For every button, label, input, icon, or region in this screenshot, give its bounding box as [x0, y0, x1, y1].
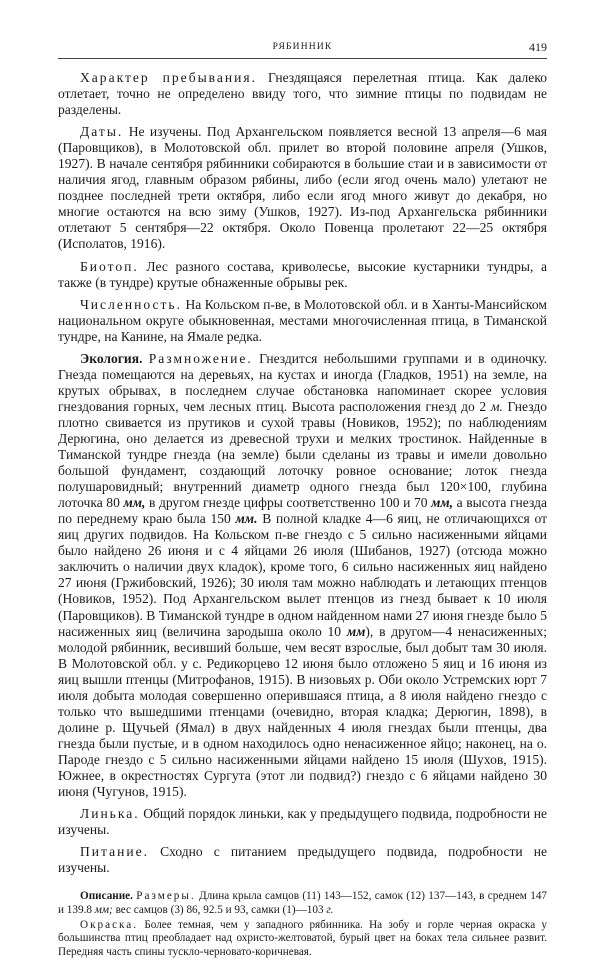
unit: м.	[490, 398, 503, 414]
section-label-description: Описание.	[80, 890, 133, 903]
section-label-moult: Линька.	[80, 806, 140, 822]
paragraph-text: вес самцов (3) 86, 92.5 и 93, самки (1)—103	[115, 903, 324, 916]
paragraph-abundance	[58, 297, 547, 345]
section-label-biotope: Биотоп.	[80, 258, 139, 274]
paragraph-text: Лес разного состава, криволесье, высокие кустарники тундры, а также (в тундре) крутые обнаженные обрывы рек.	[58, 258, 547, 290]
section-label-feeding: Питание.	[80, 844, 150, 860]
section-label-breeding: Размножение.	[148, 350, 253, 366]
paragraph-text: Сходно с питанием предыдущего подвида, подробности не изучены.	[58, 844, 548, 876]
paragraph-text: Гнездящаяся перелетная птица. Как далеко отлетает, точно не определено ввиду того, что зимние птицы по подвидам не разделены.	[58, 70, 547, 118]
paragraph-ecology	[58, 351, 547, 800]
unit: мм,	[431, 495, 454, 511]
paragraph-feeding	[58, 844, 547, 876]
section-label-abundance: Численность.	[80, 296, 182, 312]
paragraph-biotope	[58, 259, 547, 291]
paragraph-text: Не изучены. Под Архангельском появляется весной 13 апреля—6 мая (Паровщиков), в Молотовской обл. прилет во второй половине апреля (Ушков, 1927). В начале сентября рябинники собираются в большие стаи и в зависимости от наличия ягод, главным образом рябины, либо (если ягод очень мало) улетают не позднее последней трети октября, либо если ягод много живут до декабря, но многие остаются на всю зиму (Ушков, 1927). Из-под Архангельска рябинники отлетают 5 сентября—22 октября. Около Повенца пролетают 22—25 октября (Исполатов, 1916).	[58, 124, 547, 252]
unit: г.	[326, 903, 334, 916]
page-number: 419	[529, 40, 547, 54]
paragraph-text: В полной кладке 4—6 яиц, не отличающихся от яиц других подвидов. На Кольском п-ве гнездо с 5 сильно насиженными яйцами было найдено 26 июня и с 4 яйцами 26 июля (Шибанов, 1927) (отсюда можно заключить о наличии двух кладок), кроме того, 6 сильно насиженных яиц найдено 27 июня (Гржибовский, 1926); 30 июля там можно наблюдать и летающих птенцов (Новиков, 1952). Под Архангельском вылет птенцов из гнезд бывает к 10 июля (Паровщиков). В Тиманской тундре в одном найденном нами 27 июня гнезде было 5 насиженных яиц (величина зародыша около 10	[58, 511, 548, 639]
page-header	[58, 36, 547, 59]
section-label-residence: Характер пребывания.	[80, 70, 258, 85]
paragraph-text: ), в другом—4 ненасиженных; молодой рябинник, весивший больше, чем весят взрослые, был добыт там 30 июля. В Молотовской обл. у с. Редикорцево 12 июня было отложено 5 яиц и 16 июня из яиц вышли птенцы (Митрофанов, 1915). В низовьях р. Оби около Устремских юрт 7 июля добыта молодая совершенно оперившаяся птица, а 8 июля найдено гнездо с только что вышедшими птенцами (очевидно, вторая кладка; Дерюгин, 1898), в долине р. Щучьей (Ямал) в двух найденных 4 июля гнездах были птенцы, два гнезда были пустые, и в одном находилось одно ненасиженное яйцо; наконец, на о. Пароде гнездо с 5 сильно насиженными яйцами найдено 15 июля (Шухов, 1915). Южнее, в окрестностях Сургута (этот ли подвид?) гнездо с 6 яйцами найдено 30 июня (Чугунов, 1915).	[58, 623, 547, 800]
paragraph-coloration	[58, 919, 547, 959]
paragraph-measurements	[58, 890, 547, 917]
paragraph-text: в другом гнезде цифры соответственно 100 и 70	[148, 495, 428, 511]
paragraph-dates	[58, 124, 547, 252]
unit: мм;	[94, 903, 113, 916]
running-head: РЯБИННИК	[272, 42, 333, 52]
section-label-measurements: Размеры.	[136, 890, 196, 903]
unit: мм	[346, 623, 366, 639]
section-label-ecology: Экология.	[80, 350, 143, 366]
paragraph-text: Длина крыла самцов (11) 143—152, самок (12) 137—143, в среднем 147 и 139.8	[58, 890, 548, 916]
main-text	[58, 70, 547, 961]
unit: мм,	[123, 495, 146, 511]
paragraph-text: Более темная, чем у западного рябинника. На зобу и горле черная окраска у большинства птиц преобладает над охристо-желтоватой, бурый цвет на боках тела сильнее развит. Передняя часть спины тускло-черновато-коричневая.	[58, 919, 548, 958]
paragraph-moult	[58, 806, 547, 838]
paragraph-text: Общий порядок линьки, как у предыдущего подвида, подробности не изучены.	[58, 806, 547, 838]
description-block	[58, 890, 547, 959]
paragraph-text: На Кольском п-ве, в Молотовской обл. и в Ханты-Мансийском национальном округе обыкновенная, местами многочисленная птица, в Тиманской тундре, на Канине, на Ямале редка.	[58, 296, 547, 344]
unit: мм.	[235, 511, 258, 527]
section-label-coloration: Окраска.	[80, 919, 139, 932]
paragraph-text: Гнездо плотно свивается из прутиков и сухой травы (Новиков, 1952); по наблюдениям Дерюгина, оно делается из древесной трухи и мелких тростинок. Найденные в Тиманской тундре гнезда (на земле) были сделаны из травы и имели довольно большой фундамент, создающий лоточку ровное основание; лоток гнезда полушаровидный; внутренний диаметр одного гнезда был 120×100, глубина лоточка 80	[58, 398, 547, 511]
paragraph-residence	[58, 70, 547, 118]
paragraph-text: Гнездится небольшими группами и в одиночку. Гнезда помещаются на деревьях, на кустах и иногда (Гладков, 1951) на земле, на крутых обрывах, в последнем случае обстановка напоминает скорее условия гнездования горных, чем лесных птиц. Высота расположения гнезд до 2	[58, 350, 547, 414]
section-label-dates: Даты.	[80, 124, 124, 140]
paragraph-text: а высота гнезда по переднему краю была 150	[58, 495, 547, 527]
